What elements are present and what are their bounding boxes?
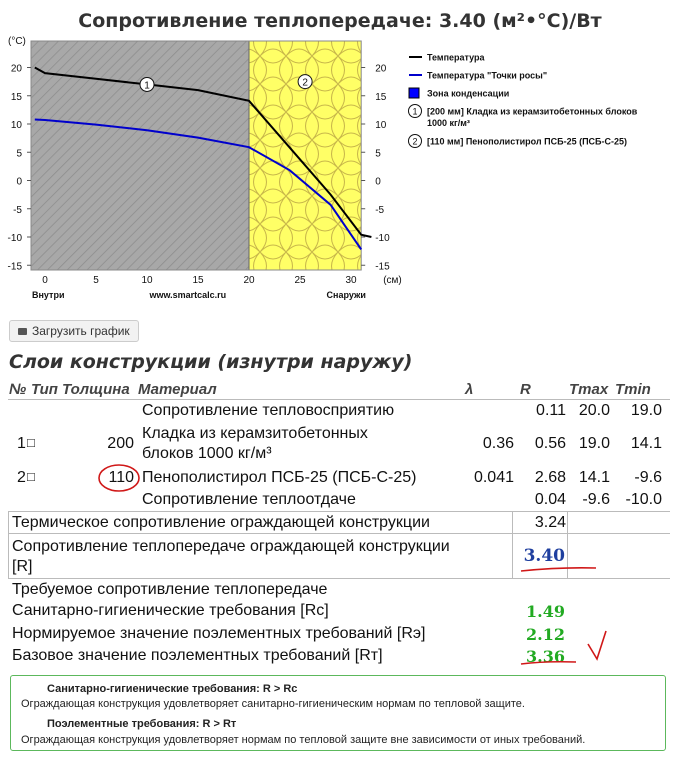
y-tick-label-left: 20 bbox=[10, 63, 22, 75]
base-norm-label: Базовое значение поэлементных требований [Rт] bbox=[12, 647, 383, 664]
element-norm-label: Нормируемое значение поэлементных требований [Rэ] bbox=[12, 625, 426, 642]
y-axis-unit: (°С) bbox=[8, 36, 26, 47]
layers-section-title: Слои конструкции (изнутри наружу) bbox=[9, 351, 413, 373]
y-tick-label-right: 0 bbox=[375, 176, 381, 188]
base-norm-value: 3.36 bbox=[526, 647, 565, 666]
sanitary-value: 1.49 bbox=[526, 602, 565, 621]
table-row-material: Сопротивление теплоотдаче bbox=[142, 491, 356, 508]
y-tick-label-right: 10 bbox=[375, 120, 387, 131]
x-left-label: Внутри bbox=[32, 290, 65, 300]
total-underline-mark bbox=[521, 568, 596, 571]
note-heading: Поэлементные требования: R > Rт bbox=[47, 718, 237, 730]
y-tick-label-right: 20 bbox=[375, 63, 387, 75]
page-title: Сопротивление теплопередаче: 3.40 (м²•°С)/Вт bbox=[78, 10, 602, 32]
legend-label-line2: 1000 кг/м³ bbox=[427, 118, 470, 128]
requirements-note-box bbox=[10, 675, 666, 751]
y-tick-label-left: 10 bbox=[10, 120, 22, 131]
x-tick-label: 30 bbox=[345, 275, 357, 286]
x-tick-label: 0 bbox=[42, 275, 48, 286]
thickness-circle-mark bbox=[99, 465, 139, 491]
legend-label: Температура "Точки росы" bbox=[427, 70, 548, 81]
table-row-material: Сопротивление тепловосприятию bbox=[142, 402, 395, 419]
total-resistance-label-line2: [R] bbox=[12, 558, 33, 575]
table-row-r: 0.04 bbox=[534, 491, 566, 508]
legend-label: [110 мм] Пенополистирол ПСБ-25 (ПСБ-С-25) bbox=[427, 136, 628, 147]
table-row-material: Пенополистирол ПСБ-25 (ПСБ-С-25) bbox=[142, 469, 417, 486]
x-tick-label: 15 bbox=[192, 275, 204, 286]
table-row-r: 2.68 bbox=[534, 469, 566, 486]
base-underline-mark bbox=[521, 662, 576, 664]
table-row-tmin: -9.6 bbox=[634, 469, 662, 486]
x-center-label: www.smartcalc.ru bbox=[149, 290, 227, 300]
thermal-resistance-label: Термическое сопротивление ограждающей конструкции bbox=[12, 514, 430, 531]
table-row-lambda: 0.36 bbox=[482, 435, 514, 452]
legend-label: [200 мм] Кладка из керамзитобетонных блоков bbox=[427, 106, 638, 117]
check-mark bbox=[588, 631, 606, 659]
table-row-r: 0.11 bbox=[536, 402, 566, 419]
col-header-r: R bbox=[520, 381, 531, 398]
table-row-material: Кладка из керамзитобетонных bbox=[142, 425, 368, 442]
col-header-no: № bbox=[9, 381, 27, 398]
table-row-r: 0.56 bbox=[534, 435, 566, 452]
table-row-tmax: 14.1 bbox=[578, 469, 610, 486]
thermal-resistance-value: 3.24 bbox=[534, 514, 566, 531]
col-header-tmin: Tmin bbox=[615, 381, 651, 398]
x-tick-label: 5 bbox=[93, 275, 99, 286]
table-row-thickness: 110 bbox=[108, 469, 134, 486]
note-text: Ограждающая конструкция удовлетворяет нормам по тепловой защите вне зависимости от иных требований. bbox=[21, 734, 586, 746]
total-resistance-value: 3.40 bbox=[523, 546, 565, 566]
x-tick-label: 10 bbox=[141, 275, 153, 286]
legend-label: Зона конденсации bbox=[427, 88, 510, 99]
table-row-tmin: -10.0 bbox=[625, 491, 662, 508]
legend-marker-number: 1 bbox=[412, 106, 418, 117]
y-tick-label-left: -10 bbox=[7, 233, 22, 244]
y-tick-label-left: -15 bbox=[7, 261, 22, 273]
y-tick-label-right: 15 bbox=[375, 91, 387, 103]
sanitary-label: Санитарно-гигиенические требования [Rc] bbox=[12, 602, 329, 619]
table-row-no: 2 bbox=[17, 469, 26, 486]
table-row-material-line2: блоков 1000 кг/м³ bbox=[142, 445, 272, 462]
table-row-no: 1 bbox=[17, 435, 26, 452]
y-tick-label-left: 0 bbox=[16, 176, 22, 188]
required-title: Требуемое сопротивление теплопередаче bbox=[12, 581, 328, 598]
table-row-tmin: 19.0 bbox=[630, 402, 662, 419]
y-tick-label-right: -15 bbox=[375, 261, 390, 273]
layer-marker-number: 1 bbox=[144, 80, 150, 92]
table-row-lambda: 0.041 bbox=[473, 469, 514, 486]
table-row-type-checkbox[interactable]: □ bbox=[27, 435, 35, 450]
y-tick-label-left: 5 bbox=[16, 148, 22, 160]
table-row-tmax: 19.0 bbox=[578, 435, 610, 452]
legend-marker-number: 2 bbox=[412, 136, 418, 147]
table-row-tmax: -9.6 bbox=[582, 491, 610, 508]
col-header-tmax: Tmax bbox=[569, 381, 609, 398]
y-tick-label-right: -5 bbox=[375, 204, 385, 216]
download-chart-label: Загрузить график bbox=[32, 324, 130, 338]
y-tick-label-left: 15 bbox=[10, 91, 22, 103]
note-text: Ограждающая конструкция удовлетворяет санитарно-гигиеническим нормам по тепловой защите. bbox=[21, 698, 525, 710]
total-resistance-label: Сопротивление теплопередаче ограждающей конструкции bbox=[12, 538, 450, 555]
table-row-tmin: 14.1 bbox=[630, 435, 662, 452]
x-axis-unit: (см) bbox=[383, 275, 402, 286]
layer-marker-number: 2 bbox=[302, 77, 308, 89]
legend-label: Температура bbox=[427, 52, 485, 63]
note-heading: Санитарно-гигиенические требования: R > Rc bbox=[47, 683, 298, 695]
x-right-label: Снаружи bbox=[326, 290, 366, 300]
y-tick-label-left: -5 bbox=[13, 204, 22, 216]
table-row-thickness: 200 bbox=[107, 435, 134, 452]
col-header-material: Материал bbox=[138, 381, 217, 398]
col-header-thickness: Толщина bbox=[62, 381, 130, 398]
table-row-type-checkbox[interactable]: □ bbox=[27, 469, 35, 484]
table-row-tmax: 20.0 bbox=[578, 402, 610, 419]
y-tick-label-right: -10 bbox=[375, 233, 390, 244]
x-tick-label: 25 bbox=[294, 275, 306, 286]
x-tick-label: 20 bbox=[243, 275, 255, 286]
element-norm-value: 2.12 bbox=[526, 625, 565, 644]
col-header-type: Тип bbox=[31, 381, 58, 398]
col-header-lambda: λ bbox=[465, 381, 474, 398]
y-tick-label-right: 5 bbox=[375, 148, 381, 160]
